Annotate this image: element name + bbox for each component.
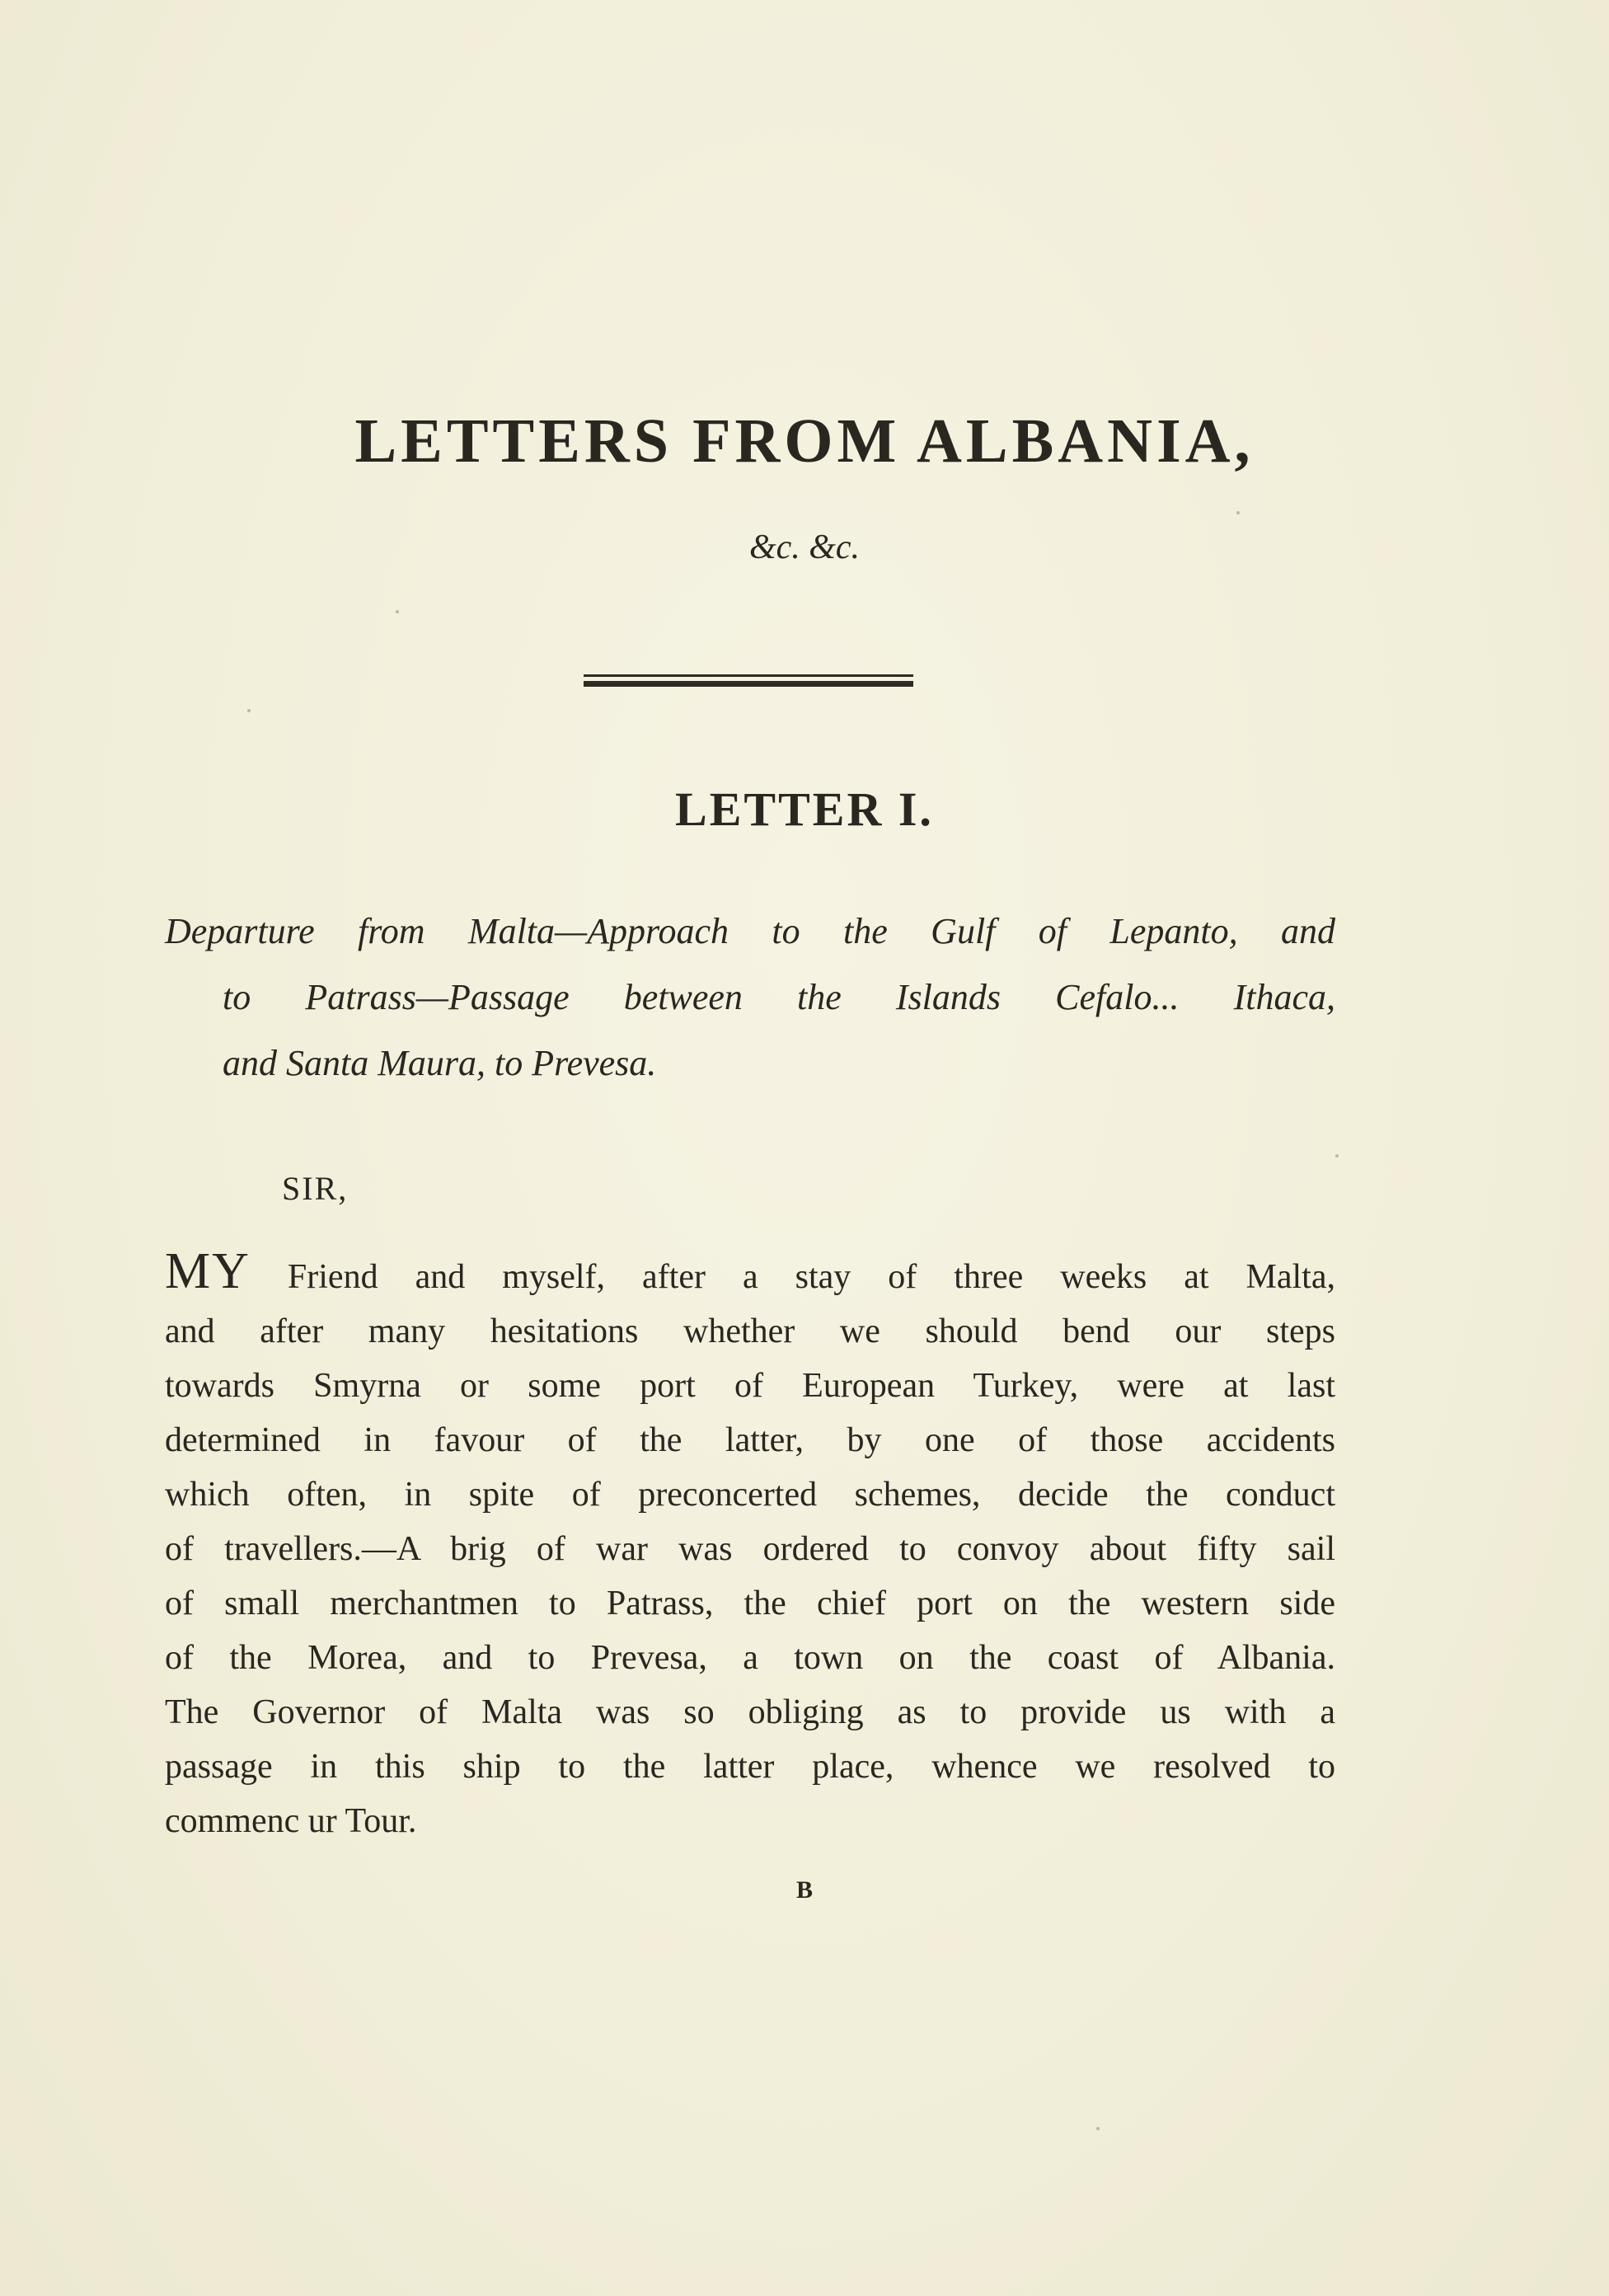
letter-heading: LETTER I. (675, 782, 934, 836)
body-line: passage in this ship to the latter place, whence we resolved to (165, 1748, 1335, 1786)
body-line-text: Friend and myself, after a stay of three weeks at Malta, (250, 1258, 1335, 1296)
salutation: SIR, (282, 1170, 349, 1207)
page-subtitle: &c. &c. (748, 528, 861, 566)
rule-thin-line (584, 674, 913, 677)
summary-line: to Patrass—Passage between the Islands Cefalo... Ithaca, (223, 977, 1335, 1017)
body-line: The Governor of Malta was so obliging as to provide us with a (165, 1693, 1335, 1731)
body-line: commenc ur Tour. (165, 1802, 417, 1840)
summary-line: Departure from Malta—Approach to the Gulf of Lepanto, and (165, 911, 1335, 951)
summary-line: and Santa Maura, to Prevesa. (223, 1043, 657, 1083)
letter-summary (165, 899, 1335, 1096)
body-line: which often, in spite of preconcerted schemes, decide the conduct (165, 1476, 1335, 1514)
paper-speck (396, 610, 399, 613)
body-line: towards Smyrna or some port of European Turkey, were at last (165, 1367, 1335, 1405)
body-line (165, 1243, 1335, 1304)
decorative-rule (584, 674, 913, 687)
paper-speck (1236, 511, 1240, 514)
paper-speck (1335, 1154, 1339, 1157)
body-line: of small merchantmen to Patrass, the chief port on the western side (165, 1585, 1335, 1622)
body-line: of travellers.—A brig of war was ordered to convoy about fifty sail (165, 1530, 1335, 1568)
paper-speck (1096, 2127, 1100, 2130)
page-title: LETTERS FROM ALBANIA, (354, 406, 1255, 476)
paper-speck (247, 709, 251, 712)
letter-body (165, 1243, 1335, 1848)
signature-mark: B (795, 1876, 813, 1904)
body-line: determined in favour of the latter, by one of those accidents (165, 1421, 1335, 1459)
rule-thick-line (584, 681, 913, 687)
body-line: and after many hesitations whether we should bend our steps (165, 1312, 1335, 1350)
drop-cap: MY (165, 1243, 251, 1299)
body-line: of the Morea, and to Prevesa, a town on the coast of Albania. (165, 1639, 1335, 1677)
